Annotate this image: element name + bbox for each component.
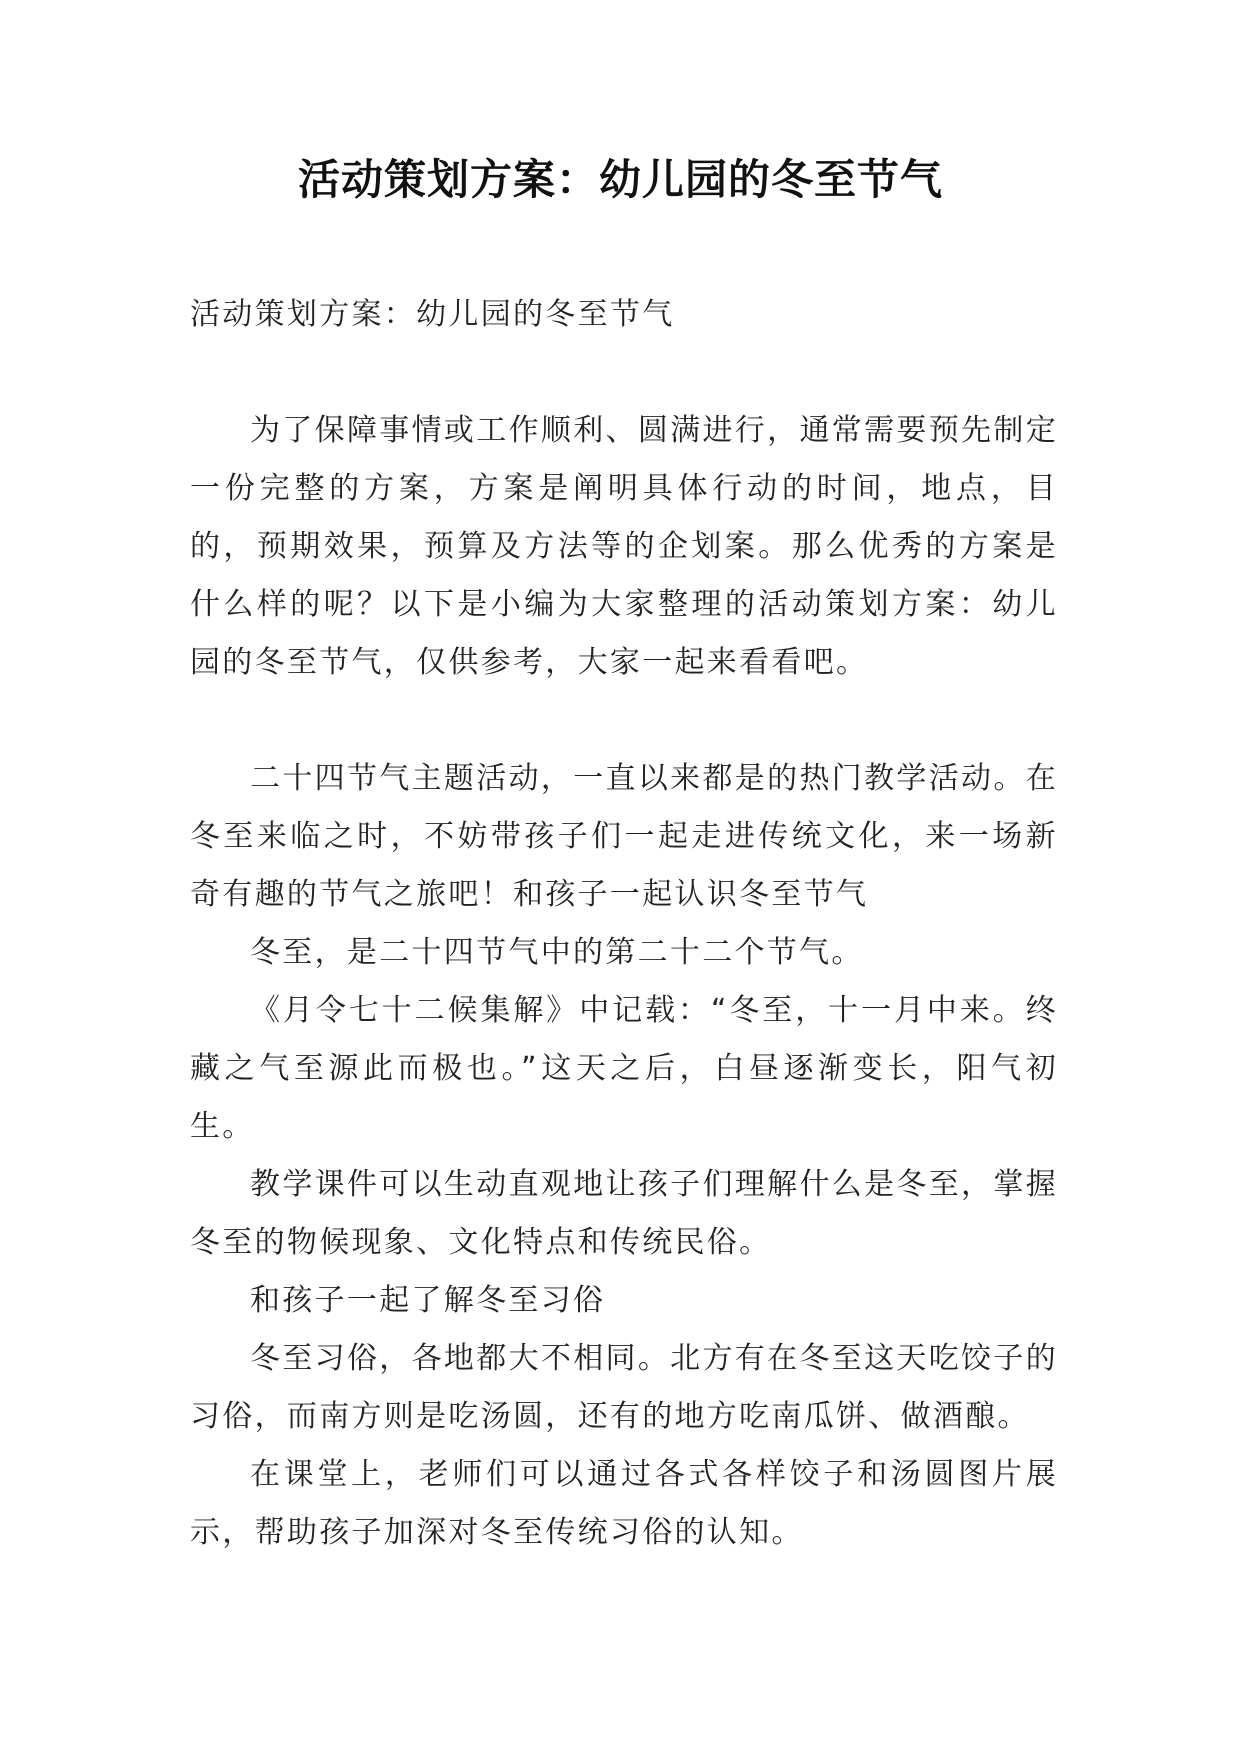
document-subtitle: 活动策划方案：幼儿园的冬至节气: [190, 297, 675, 332]
paragraph-solar-term-activity: 二十四节气主题活动，一直以来都是的热门教学活动。在冬至来临之时，不妨带孩子们一起走进传统文化，来一场新奇有趣的节气之旅吧！和孩子一起认识冬至节气: [190, 761, 1058, 912]
paragraph-customs: 冬至习俗，各地都大不相同。北方有在冬至这天吃饺子的习俗，而南方则是吃汤圆，还有的地方吃南瓜饼、做酒酿。: [190, 1341, 1058, 1434]
paragraph-intro: 为了保障事情或工作顺利、圆满进行，通常需要预先制定一份完整的方案，方案是阐明具体行动的时间，地点，目的，预期效果，预算及方法等的企划案。那么优秀的方案是什么样的呢？以下是小编为大家整理的活动策划方案：幼儿园的冬至节气，仅供参考，大家一起来看看吧。: [190, 413, 1058, 680]
section-heading-customs: 和孩子一起了解冬至习俗: [250, 1283, 606, 1318]
paragraph-classroom: 在课堂上，老师们可以通过各式各样饺子和汤圆图片展示，帮助孩子加深对冬至传统习俗的认知。: [190, 1457, 1058, 1550]
document-title: 活动策划方案：幼儿园的冬至节气: [297, 155, 943, 204]
document-body: [190, 286, 1058, 1562]
paragraph-classic-record: 《月令七十二候集解》中记载：“冬至，十一月中来。终藏之气至源此而极也。”这天之后，白昼逐渐变长，阳气初生。: [190, 993, 1058, 1144]
paragraph-winter-solstice-definition: 冬至，是二十四节气中的第二十二个节气。: [250, 935, 864, 970]
paragraph-courseware: 教学课件可以生动直观地让孩子们理解什么是冬至，掌握冬至的物候现象、文化特点和传统民俗。: [190, 1167, 1058, 1260]
